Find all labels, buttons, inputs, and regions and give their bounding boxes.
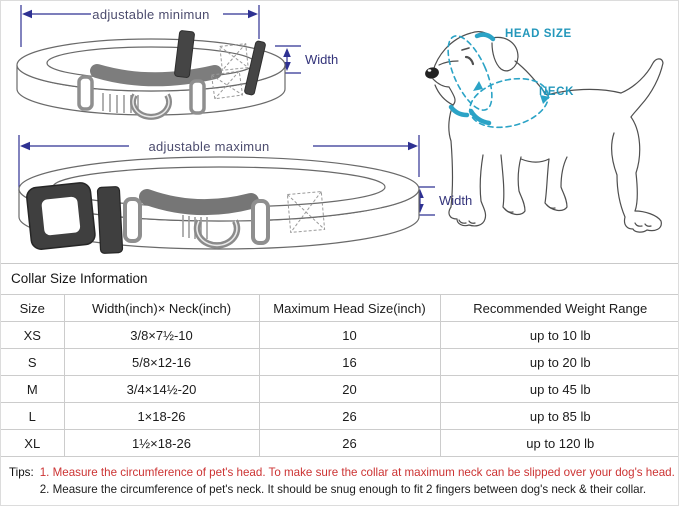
cell-weight: up to 120 lb [440, 430, 679, 457]
diagram-area [1, 1, 679, 264]
head-size-label: HEAD SIZE [505, 28, 572, 40]
cell-width_neck: 3/8×7½-10 [64, 322, 259, 349]
keeper-loop [191, 81, 204, 113]
keeper-loop [253, 201, 268, 243]
neoprene-pad [97, 71, 215, 79]
collar-band [17, 30, 285, 117]
tip-2: 2. Measure the circumference of pet's neck. It should be snug enough to fit 2 fingers between dog's neck & their collar. [39, 483, 647, 496]
cell-width_neck: 5/8×12-16 [64, 349, 259, 376]
keeper-loop [79, 77, 92, 109]
cell-head: 26 [259, 403, 440, 430]
column-header: Recommended Weight Range [440, 295, 679, 322]
size-table-header-row [1, 295, 679, 322]
table-row [1, 322, 679, 349]
column-header: Maximum Head Size(inch) [259, 295, 440, 322]
cell-size: XS [1, 322, 64, 349]
neoprene-pad [147, 197, 251, 207]
table-row [1, 376, 679, 403]
buckle [26, 182, 96, 250]
column-header: Size [1, 295, 64, 322]
cell-width_neck: 1×18-26 [64, 403, 259, 430]
tips-label: Tips: [9, 466, 34, 479]
column-header: Width(inch)× Neck(inch) [64, 295, 259, 322]
cell-width_neck: 3/4×14½-20 [64, 376, 259, 403]
cell-size: XL [1, 430, 64, 457]
neck-label: NECK [539, 86, 574, 98]
cell-weight: up to 45 lb [440, 376, 679, 403]
cell-weight: up to 20 lb [440, 349, 679, 376]
adjustable-minimum-label: adjustable minimun [92, 7, 210, 22]
cell-size: S [1, 349, 64, 376]
size-table-body [1, 322, 679, 457]
dog-nose [424, 66, 440, 80]
section-title: Collar Size Information [11, 271, 148, 286]
size-table [1, 294, 679, 457]
width-label-max: Width [439, 193, 473, 208]
cell-weight: up to 10 lb [440, 322, 679, 349]
collar-band [19, 157, 419, 254]
keeper-loop [125, 199, 140, 241]
tips-block [1, 457, 679, 498]
collar-size-info-section [1, 263, 679, 498]
tip-1: 1. Measure the circumference of pet's head. To make sure the collar at maximum neck can be slipped over your dog's head. [39, 466, 675, 479]
tips-lines [40, 464, 675, 498]
cell-size: L [1, 403, 64, 430]
cell-head: 26 [259, 430, 440, 457]
cell-weight: up to 85 lb [440, 403, 679, 430]
collar-minimum-illustration [1, 1, 346, 141]
adjustable-maximum-label: adjustable maximun [148, 139, 270, 154]
table-row [1, 349, 679, 376]
cell-width_neck: 1½×18-26 [64, 430, 259, 457]
cell-head: 16 [259, 349, 440, 376]
cell-head: 10 [259, 322, 440, 349]
neck-loop [465, 71, 554, 135]
measurement-loops [439, 30, 553, 135]
cell-head: 20 [259, 376, 440, 403]
table-row [1, 430, 679, 457]
width-label-min: Width [305, 52, 339, 67]
cell-size: M [1, 376, 64, 403]
table-row [1, 403, 679, 430]
slider [97, 186, 122, 253]
